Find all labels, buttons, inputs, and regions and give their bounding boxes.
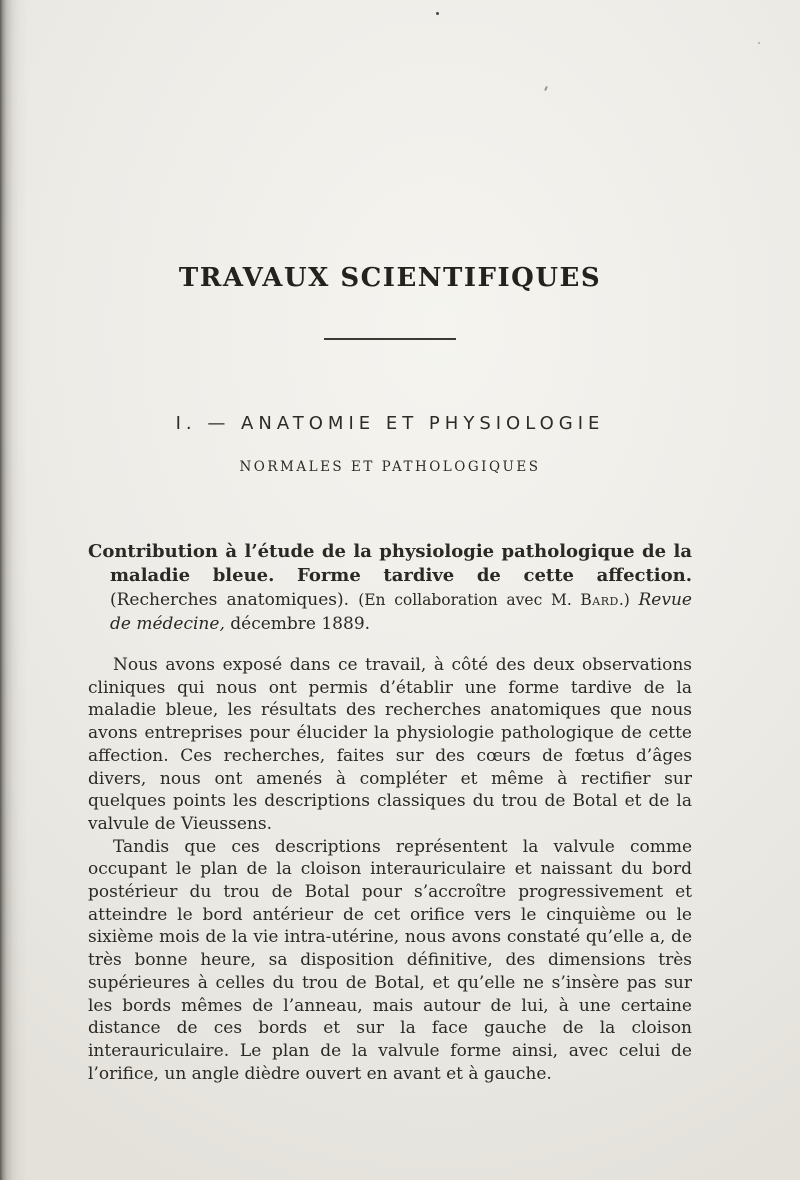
body-paragraph-1: Nous avons exposé dans ce travail, à côté des deux observations cliniques qui nous ont permis d’établir une forme tardive de la maladie bleue, les résultats des recherches anatomiques que nous avons entreprises pour élucider la physiologie pathologique de cette affection. Ces recherches, faites sur des cœurs de fœtus d’âges divers, nous ont amenés à compléter et même à rectifier sur quelques points les descriptions classiques du trou de Botal et de la valvule de Vieussens.	[88, 655, 692, 834]
body-paragraph-2: Tandis que ces descriptions représentent la valvule comme occupant le plan de la cloison interauriculaire et naissant du bord postérieur du trou de Botal pour s’accroître progressivement et atteindre le bord antérieur de cet orifice vers le cinquième ou le sixième mois de la vie intra-utérine, nous avons constaté qu’elle a, de très bonne heure, sa disposition définitive, des dimensions très supérieures à celles du trou de Botal, et qu’elle ne s’insère pas sur les bords mêmes de l’anneau, mais autour de lui, à une certaine distance de ces bords et sur la face gauche de la cloison interauriculaire. Le plan de la valvule forme ainsi, avec celui de l’orifice, un angle dièdre ouvert en avant et à gauche.	[88, 836, 692, 1084]
entry-heading	[88, 540, 692, 636]
paper-speck	[758, 42, 760, 44]
entry-collab-author-name: Bard	[580, 591, 619, 609]
entry-title-normal: (Recherches anatomiques).	[110, 590, 359, 610]
page-title: TRAVAUX SCIENTIFIQUES	[178, 263, 602, 293]
entry-journal-title: Revue de médecine,	[110, 590, 692, 634]
body-text	[88, 654, 692, 1085]
title-divider-rule	[324, 338, 456, 340]
page-content	[88, 0, 692, 1085]
section-subheading: NORMALES ET PATHOLOGIQUES	[239, 459, 541, 475]
page-gutter-shadow	[0, 0, 28, 1180]
entry-collab-suffix: .)	[618, 591, 639, 609]
entry-date: décembre 1889.	[224, 614, 371, 634]
entry-collab-prefix: (En collaboration avec M.	[358, 591, 581, 609]
section-heading: I. — ANATOMIE ET PHYSIOLOGIE	[175, 413, 605, 434]
entry-title-bold: Contribution à l’étude de la physiologie pathologique de la maladie bleue. Forme tardive de cette affection.	[88, 541, 692, 586]
